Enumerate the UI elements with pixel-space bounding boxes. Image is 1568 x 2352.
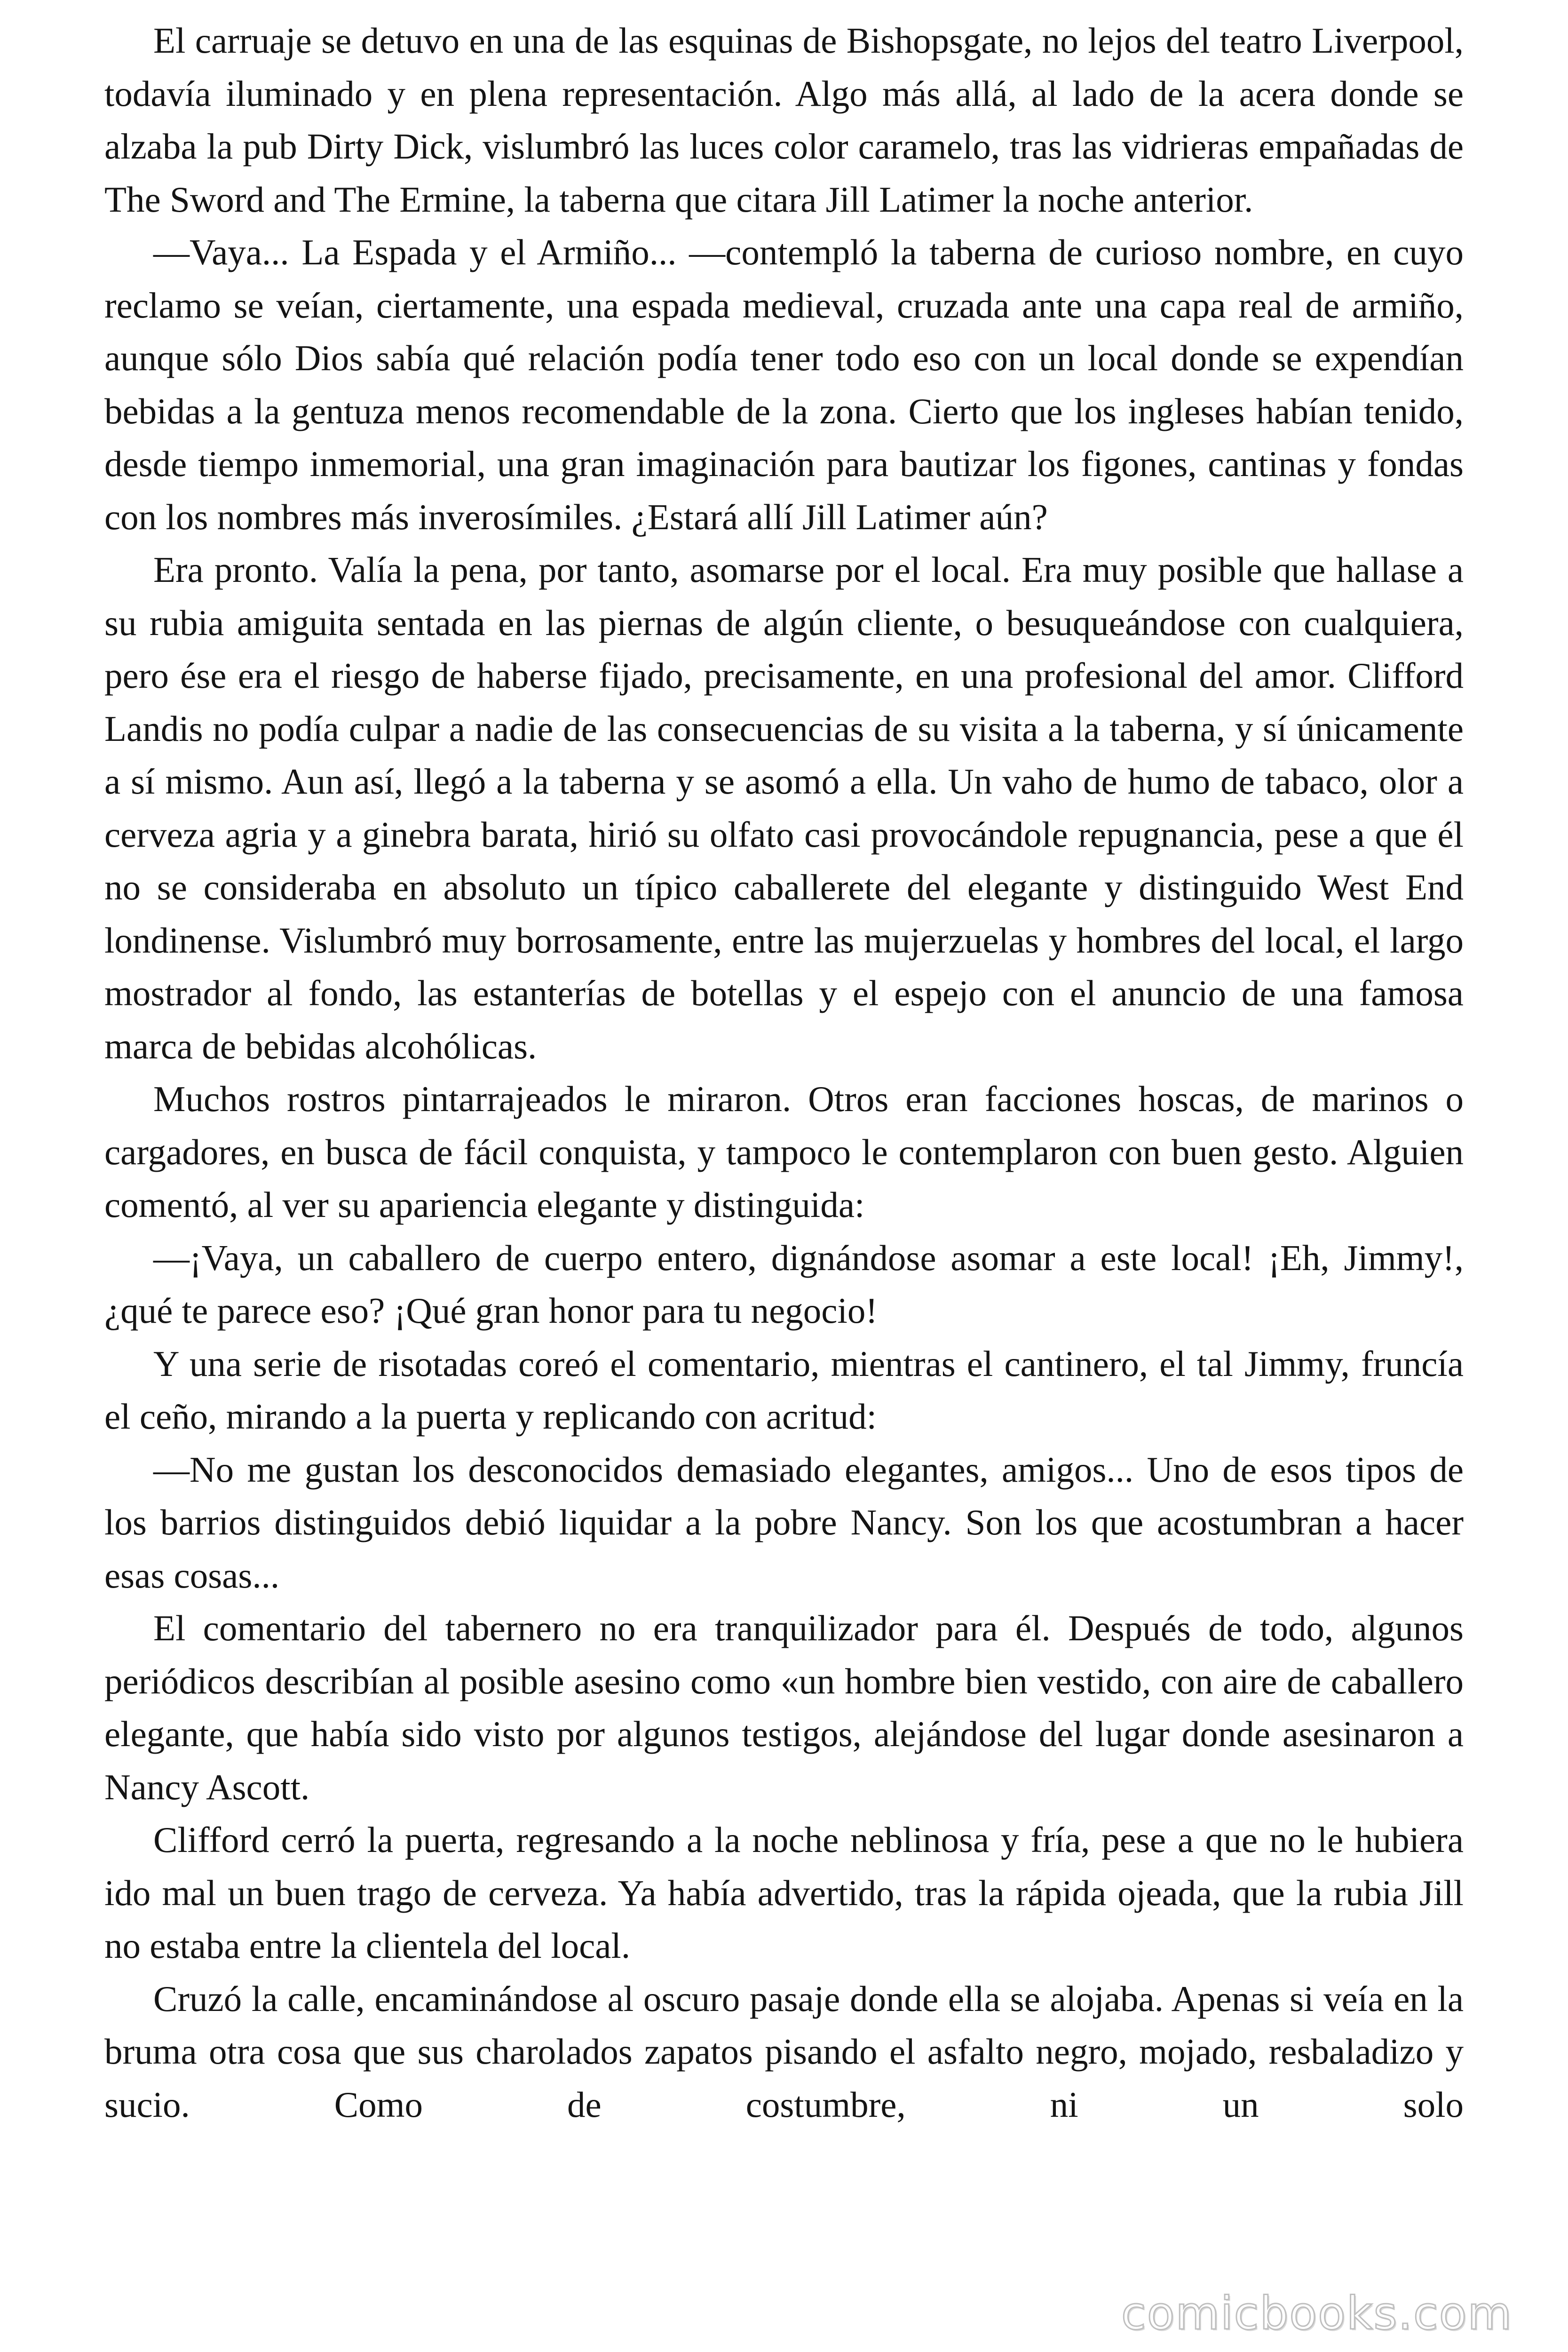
paragraph-8: El comentario del tabernero no era tranquilizador para él. Después de todo, algunos periódicos describían al posible asesino como «un hombre bien vestido, con aire de caballero elegante, que había sido visto por algunos testigos, alejándose del lugar donde asesinaron a Nancy Ascott. <box>104 1608 1464 1807</box>
paragraph-2: —Vaya... La Espada y el Armiño... —contempló la taberna de curioso nombre, en cuyo reclamo se veían, ciertamente, una espada medieval, cruzada ante una capa real de armiño, aunque sólo Dios sabía qué relación podía tener todo eso con un local donde se expendían bebidas a la gentuza menos recomendable de la zona. Cierto que los ingleses habían tenido, desde tiempo inmemorial, una gran imaginación para bautizar los figones, cantinas y fondas con los nombres más inverosímiles. ¿Estará allí Jill Latimer aún? <box>104 232 1464 537</box>
paragraph-5: —¡Vaya, un caballero de cuerpo entero, dignándose asomar a este local! ¡Eh, Jimmy!, ¿qué te parece eso? ¡Qué gran honor para tu negocio! <box>104 1237 1464 1331</box>
paragraph-7: —No me gustan los desconocidos demasiado elegantes, amigos... Uno de esos tipos de los barrios distinguidos debió liquidar a la pobre Nancy. Son los que acostumbran a hacer esas cosas... <box>104 1449 1464 1596</box>
paragraph-4: Muchos rostros pintarrajeados le miraron. Otros eran facciones hoscas, de marinos o cargadores, en busca de fácil conquista, y tampoco le contemplaron con buen gesto. Alguien comentó, al ver su apariencia elegante y distinguida: <box>104 1079 1464 1225</box>
paragraph-10: Cruzó la calle, encaminándose al oscuro pasaje donde ella se alojaba. Apenas si veía en la bruma otra cosa que sus charolados zapatos pisando el asfalto negro, mojado, resbaladizo y sucio. Como de costumbre, ni un solo <box>104 1978 1464 2125</box>
watermark: comicbooks.com <box>1121 2287 1513 2340</box>
paragraph-6: Y una serie de risotadas coreó el comentario, mientras el cantinero, el tal Jimmy, fruncía el ceño, mirando a la puerta y replicando con acritud: <box>104 1343 1464 1437</box>
paragraph-1: El carruaje se detuvo en una de las esquinas de Bishopsgate, no lejos del teatro Liverpool, todavía iluminado y en plena representación. Algo más allá, al lado de la acera donde se alzaba la pub Dirty Dick, vislumbró las luces color caramelo, tras las vidrieras empañadas de The Sword and The Ermine, la taberna que citara Jill Latimer la noche anterior. <box>104 20 1464 220</box>
paragraph-3: Era pronto. Valía la pena, por tanto, asomarse por el local. Era muy posible que hallase a su rubia amiguita sentada en las piernas de algún cliente, o besuqueándose con cualquiera, pero ése era el riesgo de haberse fijado, precisamente, en una profesional del amor. Clifford Landis no podía culpar a nadie de las consecuencias de su visita a la taberna, y sí únicamente a sí mismo. Aun así, llegó a la taberna y se asomó a ella. Un vaho de humo de tabaco, olor a cerveza agria y a ginebra barata, hirió su olfato casi provocándole repugnancia, pese a que él no se consideraba en absoluto un típico caballerete del elegante y distinguido West End londinense. Vislumbró muy borrosamente, entre las mujerzuelas y hombres del local, el largo mostrador al fondo, las estanterías de botellas y el espejo con el anuncio de una famosa marca de bebidas alcohólicas. <box>104 549 1464 1066</box>
paragraph-9: Clifford cerró la puerta, regresando a la noche neblinosa y fría, pese a que no le hubiera ido mal un buen trago de cerveza. Ya había advertido, tras la rápida ojeada, que la rubia Jill no estaba entre la clientela del local. <box>104 1820 1464 1966</box>
